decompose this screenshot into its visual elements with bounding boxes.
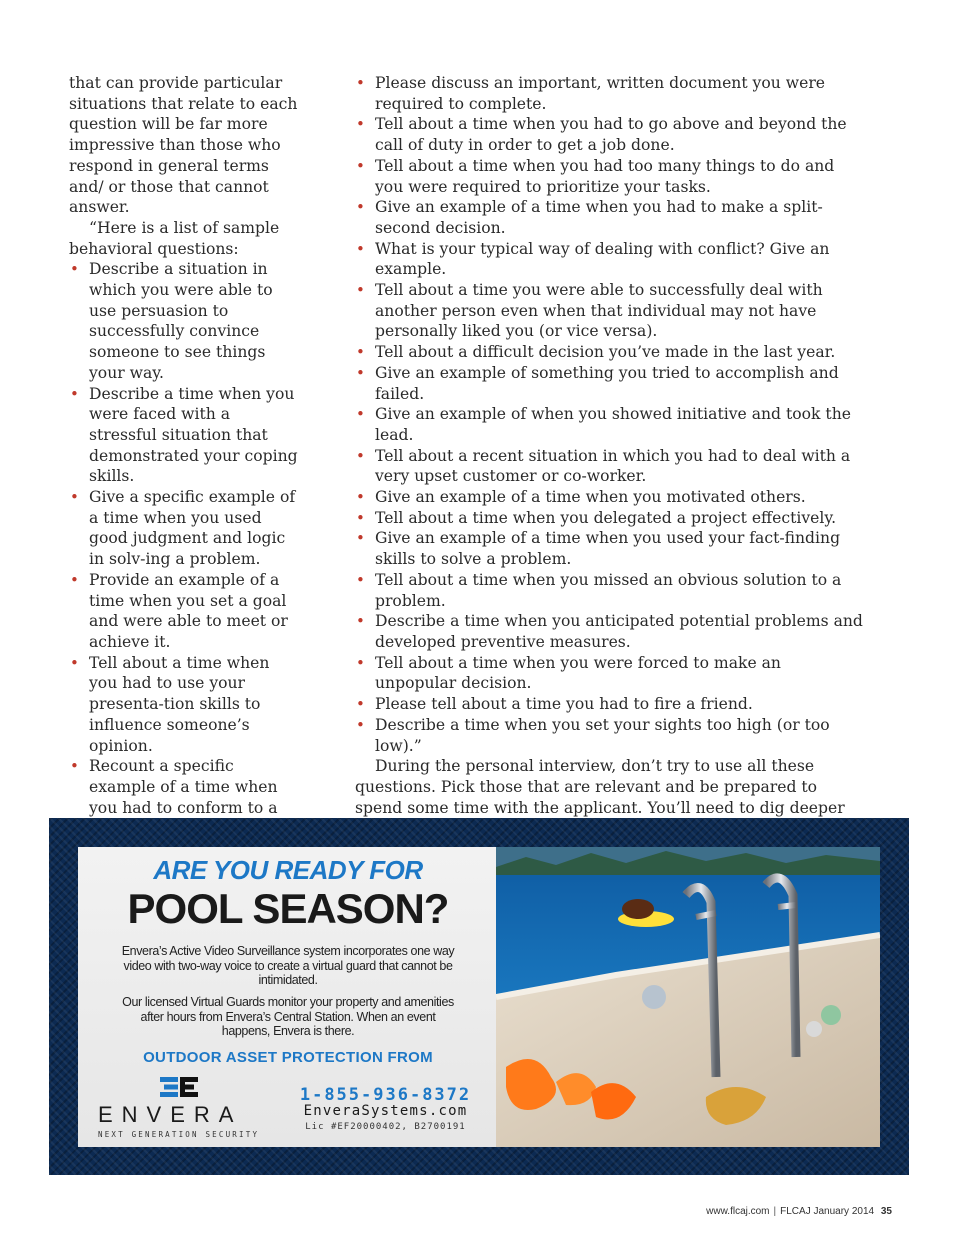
footer-publication: FLCAJ: [780, 1206, 811, 1217]
list-item: • Tell about a time you were able to successfully deal with another person even when that individual may not have personally liked you (or vice versa).: [355, 280, 865, 342]
envera-logo-icon: [160, 1077, 200, 1097]
pool-photo: [496, 847, 880, 1147]
ad-brand-name: ENVERA: [98, 1102, 243, 1127]
list-item: • Tell about a time when you missed an obvious solution to a problem.: [355, 570, 865, 611]
right-bullet-list: [355, 73, 865, 756]
ad-headline-top: ARE YOU READY FOR: [153, 855, 423, 885]
right-column: [355, 73, 865, 860]
ad-text-block: [78, 847, 526, 1147]
list-item: • Give an example of a time when you used your fact-finding skills to solve a problem.: [355, 528, 865, 569]
list-item: • Tell about a time when you had to go above and beyond the call of duty in order to get a job done.: [355, 114, 865, 155]
list-item: • Tell about a time when you had to use your presenta-tion skills to influence someone’s opinion.: [69, 653, 299, 757]
envera-advertisement: [49, 818, 909, 1175]
list-item: • Give an example of something you tried to accomplish and failed.: [355, 363, 865, 404]
list-item: • Describe a time when you set your sights too high (or too low).”: [355, 715, 865, 756]
ad-body-text-2: Our licensed Virtual Guards monitor your property and amenities after hours from Envera’s Central Station. When an event happens, Envera is there.: [122, 995, 454, 1038]
list-item: • Give an example of a time when you had to make a split-second decision.: [355, 197, 865, 238]
list-item: • Describe a time when you were faced with a stressful situation that demonstrated your coping skills.: [69, 384, 299, 488]
list-item: • Describe a situation in which you were able to use persuasion to successfully convince someone to see things your way.: [69, 259, 299, 383]
body-paragraph: During the personal interview, don’t try to use all these questions. Pick those that are relevant and be prepared to spend some time with the applicant. You’ll need to dig deeper: [355, 757, 845, 817]
left-bullet-list: [69, 259, 299, 859]
page-number: 35: [880, 1206, 892, 1217]
list-item: • Describe a time when you anticipated potential problems and developed preventive measures.: [355, 611, 865, 652]
list-item: • Tell about a difficult decision you’ve made in the last year.: [355, 342, 865, 363]
list-item: • What is your typical way of dealing with conflict? Give an example.: [355, 239, 865, 280]
ad-body-text-1: Envera’s Active Video Surveillance system incorporates one way video with two-way voice to create a virtual guard that cannot be intimidated.: [121, 944, 455, 987]
footer-separator: |: [773, 1206, 777, 1217]
footer-issue: January 2014: [813, 1206, 875, 1217]
ad-panel: [78, 847, 880, 1147]
ad-license: Lic #EF20000402, B2700191: [305, 1122, 466, 1132]
ad-headline-main: POOL SEASON?: [127, 885, 449, 932]
left-column: [69, 73, 299, 860]
list-item: • Recount a specific example of a time when you had to conform to a: [69, 756, 299, 860]
page-footer: [706, 1206, 892, 1217]
list-item: • Please tell about a time you had to fire a friend.: [355, 694, 865, 715]
list-item: • Tell about a time when you had too many things to do and you were required to prioritize your tasks.: [355, 156, 865, 197]
list-intro: “Here is a list of sample behavioral questions:: [69, 218, 280, 258]
list-item: • Tell about a time when you were forced to make an unpopular decision.: [355, 653, 865, 694]
list-item: • Tell about a recent situation in which you had to deal with a very upset customer or co-worker.: [355, 446, 865, 487]
footer-site: www.flcaj.com: [706, 1206, 770, 1217]
ad-outdoor-line: OUTDOOR ASSET PROTECTION FROM: [143, 1049, 433, 1066]
list-item: • Provide an example of a time when you set a goal and were able to meet or achieve it.: [69, 570, 299, 653]
list-item: • Give an example of a time when you motivated others.: [355, 487, 865, 508]
list-item: • Give a specific example of a time when you used good judgment and logic in solv-ing a problem.: [69, 487, 299, 570]
ad-tagline: NEXT GENERATION SECURITY: [98, 1130, 260, 1139]
list-item: • Tell about a time when you delegated a project effectively.: [355, 508, 865, 529]
ad-website: EnveraSystems.com: [303, 1103, 468, 1119]
list-item: • Give an example of when you showed initiative and took the lead.: [355, 404, 865, 445]
list-item: • Please discuss an important, written document you were required to complete.: [355, 73, 865, 114]
ad-phone-number: 1-855-936-8372: [299, 1085, 472, 1105]
intro-paragraph: that can provide particular situations that relate to each question will be far more impressive than those who respond in general terms and/ or those that cannot answer.: [69, 74, 298, 217]
